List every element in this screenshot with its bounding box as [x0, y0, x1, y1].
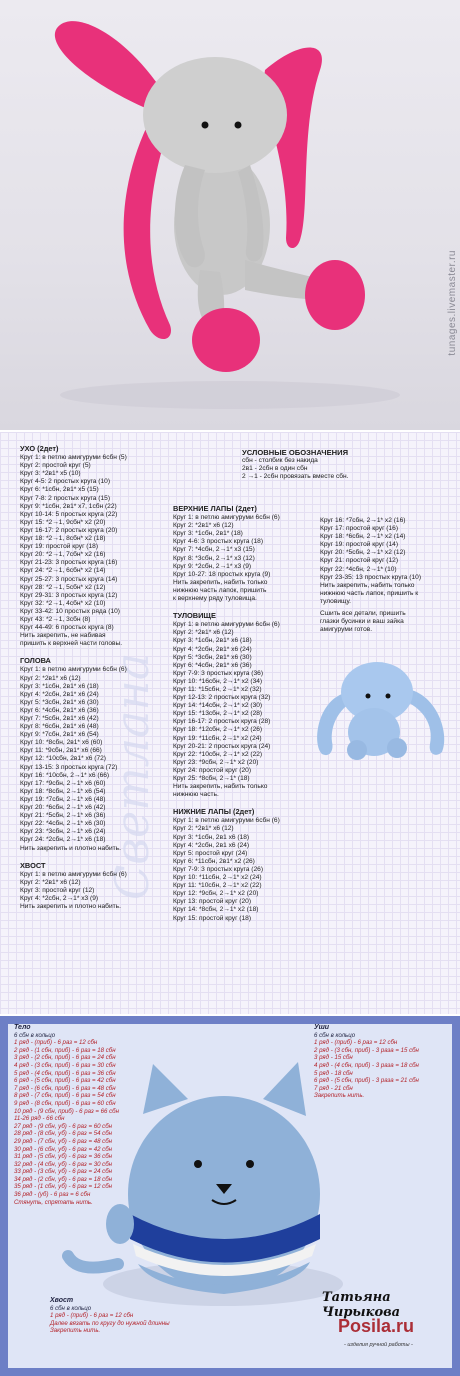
- pattern-line: Круг 5: *3сбн, 2в1* х6 (30): [20, 698, 99, 706]
- cat-pattern-line: 4 ряд - (3 сбн, приб) - 6 раз = 30 сбн: [14, 1061, 116, 1069]
- pattern-line: Круг 17: простой круг (16): [320, 525, 399, 533]
- pattern-line: Круг 3: *1сбн, 2в1* х6 (18): [173, 637, 252, 645]
- cat-section-title: Хвост: [50, 1297, 74, 1304]
- pattern-line: Круг 24: простой круг (20): [173, 766, 252, 774]
- pattern-line: Круг 9: *1сбн, 2в1* х7, 1сбн (22): [20, 502, 117, 510]
- spacer: [20, 648, 127, 652]
- pattern-line: Круг 8: *6сбн, 2в1* х6 (48): [20, 723, 99, 731]
- pattern-line: Круг 16-17: 2 простых круга (20): [20, 526, 118, 534]
- cat-pattern-line: 1 ряд - (приб) - 6 раз = 12 сбн: [50, 1312, 134, 1320]
- pattern-line: Круг 1: в петлю амигуруми 6сбн (6): [20, 870, 127, 878]
- pattern-line: Круг 2: *2в1* х6 (12): [173, 522, 234, 530]
- cat-pattern-line: 36 ряд - (уб) - 6 раз = 6 сбн: [14, 1191, 91, 1199]
- pattern-line: Круг 2: *2в1* х6 (12): [20, 674, 81, 682]
- pattern-line: Круг 25: *8сбн, 2→1* (18): [173, 775, 250, 782]
- cat-pattern-line: 7 ряд - 21 сбн: [314, 1084, 353, 1092]
- pattern-line: Круг 13: простой круг (20): [173, 898, 252, 906]
- pattern-line: Круг 5: *3сбн, 2в1* х6 (30): [173, 653, 252, 661]
- pattern-line: Круг 9: *7сбн, 2в1* х6 (54): [20, 731, 99, 739]
- pattern-line: Круг 7-8: 2 простых круга (15): [20, 494, 111, 502]
- cat-pattern-line: 3 ряд - (2 сбн, приб) - 6 раз = 24 сбн: [14, 1054, 116, 1062]
- pattern-line: Нить закрепить, набить только: [173, 783, 268, 791]
- pattern-line: нижнюю часть лапок, пришить: [173, 586, 267, 594]
- pattern-line: Круг 4-5: 2 простых круга (10): [20, 478, 111, 486]
- pattern-line: Круг 16: *7сбн, 2→1* х2 (16): [320, 517, 406, 524]
- sheet-watermark: Светлана: [105, 652, 159, 900]
- cat-pattern-line: 5 ряд - (4 сбн, приб) - 6 раз = 36 сбн: [14, 1069, 116, 1077]
- pattern-line: Круг 22: *4сбн, 2→1* (10): [320, 565, 397, 573]
- pattern-line: амигуруми готов.: [320, 626, 373, 634]
- pattern-line: Круг 10: *11сбн, 2→1* х2 (24): [173, 874, 262, 882]
- pattern-line: Круг 5: простой круг (24): [173, 849, 248, 857]
- legend-title: УСЛОВНЫЕ ОБОЗНАЧЕНИЯ: [242, 448, 349, 457]
- cat-pattern-line: 31 ряд - (5 сбн, уб) - 6 раз = 36 сбн: [14, 1153, 113, 1161]
- pattern-column-1: [20, 440, 127, 911]
- cat-pattern-line: 1 ряд - (приб) - 6 раз = 12 сбн: [14, 1039, 98, 1047]
- pattern-line: Круг 23-35: 13 простых круга (10): [320, 573, 422, 581]
- pattern-line: Круг 24: *2→1, 6сбн* х2 (14): [20, 567, 106, 575]
- pattern-line: Круг 18: *6сбн, 2→1* х2 (14): [320, 533, 406, 541]
- cat-pattern-line: 6 сбн в кольцо: [314, 1031, 356, 1039]
- pattern-line: Круг 3: *1сбн, 2в1 х6 (18): [173, 833, 250, 841]
- cat-pattern-line: 11-26 ряд - 66 сбн: [14, 1115, 65, 1123]
- pattern-line: Круг 25-27: 3 простых круга (14): [20, 575, 118, 583]
- cat-pattern-line: 5 ряд - 18 сбн: [314, 1069, 353, 1077]
- pattern-line: Круг 44-49: 6 простых круга (8): [20, 624, 114, 632]
- cat-pattern-line: 28 ряд - (8 сбн, уб) - 6 раз = 54 сбн: [14, 1130, 113, 1138]
- legend-block: [242, 449, 349, 481]
- pattern-line: Круг 6: *11сбн, 2в1* х2 (26): [173, 857, 255, 865]
- pattern-line: Круг 19: простой круг (18): [20, 543, 99, 551]
- pattern-line: Круг 20: *5сбн, 2→1* х2 (12): [320, 549, 406, 557]
- pattern-line: туловищу.: [320, 597, 351, 605]
- pattern-line: Круг 16: *10сбн, 2→1* х6 (66): [20, 771, 110, 779]
- spacer: [20, 853, 127, 857]
- pattern-column-3: [320, 517, 421, 634]
- cat-pattern-line: 1 ряд - (приб) - 6 раз = 12 сбн: [314, 1039, 398, 1047]
- pattern-line: Круг 2: *2в1* х6 (12): [173, 825, 234, 833]
- cat-pattern-line: 6 ряд - (5 сбн, приб) - 6 раз = 42 сбн: [14, 1077, 116, 1085]
- pattern-line: Круг 28: *2→1, 5сбн* х2 (12): [20, 583, 106, 591]
- pattern-line: Круг 22: *4сбн, 2→1* х6 (30): [20, 820, 106, 828]
- pattern-line: Нить закрепить и плотно набить.: [20, 844, 121, 852]
- section-heading: ВЕРХНИЕ ЛАПЫ (2дет): [173, 504, 257, 513]
- cat-pattern-line: 32 ряд - (4 сбн, уб) - 6 раз = 30 сбн: [14, 1160, 113, 1168]
- pattern-line: Круг 10-27: 18 простых круга (9): [173, 570, 271, 578]
- pattern-line: Круг 23: *3сбн, 2→1* х6 (24): [20, 828, 106, 836]
- cat-ears-pattern: [314, 1024, 419, 1100]
- bunny-photo: [0, 0, 460, 430]
- cat-pattern-line: 6 сбн в кольцо: [14, 1031, 56, 1039]
- cat-pattern-line: Далее вязать по кругу до нужной длинны: [50, 1319, 170, 1327]
- pattern-line: Круг 11: *15сбн, 2→1* х2 (32): [173, 685, 262, 693]
- section-heading: НИЖНИЕ ЛАПЫ (2дет): [173, 807, 255, 817]
- cat-body-pattern: [14, 1024, 119, 1206]
- cat-pattern-line: 9 ряд - (8 сбн, приб) - 6 раз = 60 сбн: [14, 1099, 116, 1107]
- pattern-line: Круг 19: *11сбн, 2→1* х2 (24): [173, 734, 262, 742]
- pattern-line: Круг 29-31: 3 простых круга (12): [20, 591, 118, 599]
- pattern-line: Круг 18: *2→1, 8сбн* х2 (18): [20, 535, 106, 543]
- pattern-line: Круг 1: в петлю амигуруми 6сбн (6): [20, 666, 127, 674]
- cat-pattern-line: Закрепить нить.: [314, 1092, 365, 1100]
- pattern-line: Круг 10: *8сбн, 2в1* х6 (60): [20, 739, 103, 747]
- pattern-line: Круг 2: *2в1* х6 (12): [20, 878, 81, 886]
- section-heading: УХО (2дет): [20, 444, 59, 453]
- pattern-line: Круг 4: *2сбн, 2в1 х6 (24): [173, 841, 250, 849]
- cat-pattern-line: 35 ряд - (1 сбн, уб) - 6 раз = 12 сбн: [14, 1183, 113, 1191]
- pattern-line: Круг 14: *8сбн, 2→1* х2 (18): [173, 906, 259, 914]
- pattern-line: Круг 14: *14сбн, 2→1* х2 (30): [173, 702, 263, 710]
- pattern-line: Круг 7-9: 3 простых круга (36): [173, 669, 264, 677]
- pattern-line: Круг 7-9: 3 простых круга (26): [173, 865, 264, 873]
- pattern-line: Круг 4: *2сбн, 2→1* х3 (9): [20, 894, 99, 902]
- pattern-line: Круг 15: *2→1, 9сбн* х2 (20): [20, 518, 106, 526]
- site-logo: Posila.ru: [338, 1316, 415, 1336]
- cat-section-title: Уши: [314, 1024, 330, 1031]
- cat-pattern-line: 2 ряд - (3 сбн, приб) - 3 раза = 15 сбн: [314, 1046, 419, 1054]
- pattern-line: Сшить все детали, пришить: [320, 610, 406, 618]
- cat-pattern-line: 7 ряд - (6 сбн, приб) - 6 раз = 48 сбн: [14, 1084, 116, 1092]
- pattern-line: Круг 6: *4сбн, 2в1* х6 (36): [20, 706, 99, 714]
- pattern-line: Круг 3: *2в1* х5 (10): [20, 470, 81, 478]
- pattern-line: Круг 1: в петлю амигуруми 6сбн (6): [173, 514, 280, 522]
- pattern-line: к верхнему ряду туловища.: [173, 595, 257, 603]
- pattern-line: Круг 21: простой круг (12): [320, 557, 399, 565]
- pattern-line: Круг 1: в петлю амигуруми 6сбн (5): [20, 454, 127, 462]
- pattern-line: Нить закрепить, набить только: [173, 578, 268, 586]
- pattern-line: Круг 12-13: 2 простых круга (32): [173, 694, 271, 702]
- pattern-column-2: [173, 500, 280, 923]
- cat-pattern-line: 8 ряд - (7 сбн, приб) - 6 раз = 54 сбн: [14, 1092, 116, 1100]
- pattern-line: Круг 21: *5сбн, 2→1* х6 (36): [20, 812, 106, 820]
- legend-line: сбн - столбик без накида: [242, 457, 318, 465]
- pattern-line: Круг 4: *2сбн, 2в1* х6 (24): [20, 690, 99, 698]
- pattern-line: Круг 4: *2сбн, 2в1* х6 (24): [173, 645, 252, 653]
- pattern-line: Круг 20: *2→1, 7сбн* х2 (16): [20, 551, 106, 559]
- pattern-line: Круг 19: простой круг (14): [320, 541, 399, 549]
- pattern-line: Круг 3: простой круг (12): [20, 886, 95, 894]
- pattern-line: Круг 3: *1сбн, 2в1* х6 (18): [20, 682, 99, 690]
- spacer: [173, 799, 280, 803]
- legend-line: 2в1 - 2сбн в один сбн: [242, 465, 308, 473]
- pattern-line: Круг 12: *10сбн, 2в1* х6 (72): [20, 755, 107, 763]
- pattern-line: Круг 9: *2сбн, 2→1* х3 (9): [173, 562, 252, 570]
- pattern-line: Круг 6: *1сбн, 2в1* х5 (15): [20, 486, 99, 494]
- pattern-line: Круг 19: *7сбн, 2→1* х6 (48): [20, 795, 106, 803]
- legend-line: 2 →1 - 2сбн провязать вместе сбн.: [242, 473, 349, 481]
- signature-sub: - изделия ручной работы -: [344, 1342, 413, 1348]
- pattern-line: Круг 10: *16сбн, 2→1* х2 (34): [173, 677, 263, 685]
- pattern-line: Круг 2: простой круг (5): [20, 462, 91, 470]
- cat-pattern-line: 3 ряд - 15 сбн: [314, 1054, 353, 1062]
- cat-pattern-line: 10 ряд - (9 сбн, приб) - 6 раз = 66 сбн: [14, 1107, 119, 1115]
- pattern-line: Круг 20-21: 2 простых круга (24): [173, 742, 271, 750]
- cat-pattern-line: Стянуть, спрятать нить.: [14, 1198, 93, 1206]
- pattern-line: Круг 16-17: 2 простых круга (28): [173, 718, 271, 726]
- section-heading: ХВОСТ: [20, 860, 46, 870]
- pattern-line: Круг 15: простой круг (18): [173, 914, 252, 922]
- pattern-line: Круг 4-6: 3 простых круга (18): [173, 538, 264, 546]
- spacer: [173, 603, 280, 607]
- pattern-line: Круг 43: *2→1, 3сбн (8): [20, 615, 91, 623]
- pattern-line: Нить закрепить, не набивая: [20, 632, 106, 640]
- pattern-line: Круг 21-23: 3 простых круга (16): [20, 559, 118, 567]
- pattern-line: нижнюю часть.: [173, 791, 219, 799]
- pattern-line: Круг 17: *9сбн, 2→1* х6 (60): [20, 779, 106, 787]
- pattern-line: Круг 13-15: 3 простых круга (72): [20, 763, 118, 771]
- pattern-line: Круг 23: *9сбн, 2→1* х2 (20): [173, 758, 259, 766]
- cat-pattern-line: 33 ряд - (3 сбн, уб) - 6 раз = 24 сбн: [14, 1168, 113, 1176]
- pattern-line: Круг 33-42: 10 простых ряда (10): [20, 607, 120, 615]
- cat-section-title: Тело: [14, 1024, 31, 1031]
- pattern-line: Круг 2: *2в1* х6 (12): [173, 629, 234, 637]
- pattern-line: глазки бусинки и ваш зайка: [320, 618, 404, 626]
- cat-pattern-line: 29 ряд - (7 сбн, уб) - 6 раз = 48 сбн: [14, 1137, 113, 1145]
- pattern-line: Круг 7: *5сбн, 2в1* х6 (42): [20, 715, 99, 722]
- cat-pattern-line: 6 ряд - (5 сбн, приб) - 3 раза = 21 сбн: [314, 1077, 419, 1085]
- pattern-line: Круг 6: *4сбн, 2в1* х6 (36): [173, 661, 252, 669]
- section-heading: ТУЛОВИЩЕ: [173, 611, 216, 621]
- pattern-line: Круг 18: *12сбн, 2→1* х2 (26): [173, 726, 263, 734]
- pattern-line: нижнюю часть лапок, пришить к: [320, 589, 419, 597]
- cat-pattern-line: 27 ряд - (9 сбн, уб) - 6 раз = 60 сбн: [14, 1122, 113, 1130]
- pattern-line: Круг 11: *9сбн, 2в1* х6 (66): [20, 747, 102, 755]
- pattern-line: Круг 12: *9сбн, 2→1* х2 (20): [173, 890, 259, 898]
- cat-tail-pattern: [50, 1297, 170, 1335]
- cat-pattern-line: 30 ряд - (6 сбн, уб) - 6 раз = 42 сбн: [14, 1145, 113, 1153]
- pattern-line: Круг 8: *3сбн, 2→1* х3 (12): [173, 554, 255, 562]
- blue-bunny-image: [312, 654, 452, 764]
- cat-pattern-line: 4 ряд - (4 сбн, приб) - 3 раза = 18 сбн: [314, 1061, 419, 1069]
- pattern-line: Нить закрепить, набить только: [320, 581, 415, 589]
- pattern-line: Круг 1: в петлю амигуруми 6сбн (6): [173, 817, 280, 825]
- pattern-line: Круг 15: *13сбн, 2→1* х2 (28): [173, 710, 263, 718]
- bunny-illustration: [0, 0, 460, 430]
- pattern-line: Круг 24: *2сбн, 2→1* х6 (18): [20, 836, 106, 844]
- cat-pattern-line: 6 сбн в кольцо: [50, 1304, 92, 1312]
- pattern-line: Круг 11: *10сбн, 2→1* х2 (22): [173, 882, 262, 890]
- pattern-line: Круг 1: в петлю амигуруми 6сбн (6): [173, 621, 280, 629]
- pattern-line: Круг 20: *6сбн, 2→1* х6 (42): [20, 804, 106, 812]
- cat-pattern-line: Закрепить нить.: [50, 1327, 101, 1335]
- signature-name: Татьяна Чирыкова: [322, 1290, 401, 1320]
- pattern-line: Круг 18: *8сбн, 2→1* х6 (54): [20, 787, 106, 795]
- photo-watermark: tunages.livemaster.ru: [447, 250, 458, 356]
- pattern-line: Круг 7: *4сбн, 2→1* х3 (15): [173, 546, 255, 554]
- pattern-line: Нить закрепить и плотно набить.: [20, 903, 121, 911]
- pattern-line: пришить к верхней части головы.: [20, 640, 123, 648]
- cat-pattern-line: 34 ряд - (2 сбн, уб) - 6 раз = 18 сбн: [14, 1175, 113, 1183]
- pattern-line: Круг 32: *2→1, 4сбн* х2 (10): [20, 599, 106, 607]
- cat-pattern-line: 2 ряд - (1 сбн, приб) - 6 раз = 18 сбн: [14, 1046, 116, 1054]
- section-heading: ГОЛОВА: [20, 656, 51, 666]
- pattern-line: Круг 10-14: 5 простых круга (22): [20, 510, 118, 518]
- pattern-line: Круг 22: *10сбн, 2→1* х2 (22): [173, 750, 263, 758]
- pattern-line: Круг 3: *1сбн, 2в1* (18): [173, 530, 243, 538]
